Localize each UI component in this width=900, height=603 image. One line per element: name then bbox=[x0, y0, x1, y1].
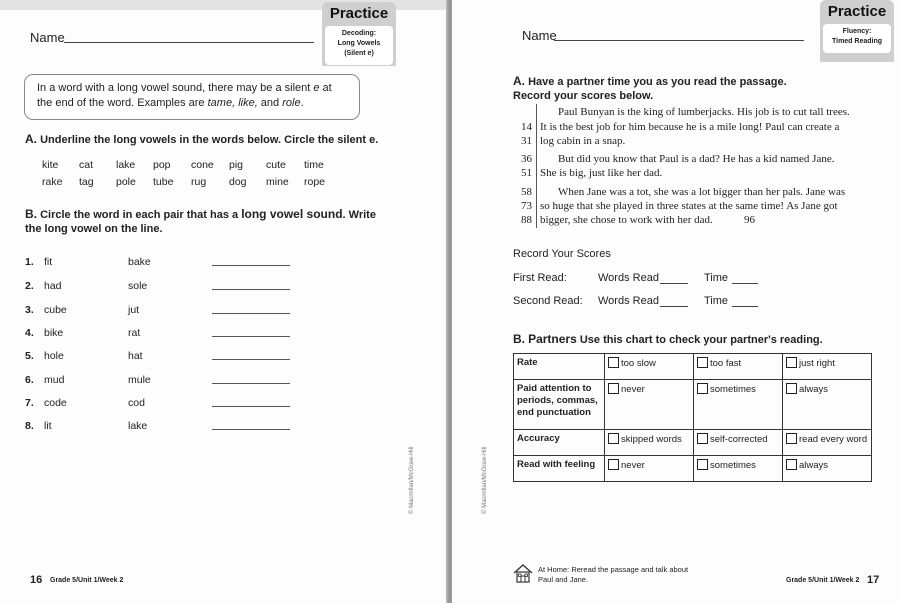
answer-line[interactable] bbox=[212, 336, 290, 337]
pair-number: 8. bbox=[25, 420, 34, 432]
checkbox[interactable] bbox=[786, 433, 797, 444]
grade-label: Grade 5/Unit 1/Week 2 bbox=[786, 577, 860, 584]
total-word-count: 96 bbox=[744, 214, 755, 226]
pair-word-a[interactable]: fit bbox=[44, 256, 53, 268]
pair-number: 1. bbox=[25, 256, 34, 268]
name-label: Name bbox=[30, 30, 65, 45]
pair-number: 4. bbox=[25, 327, 34, 339]
section-b-title: Partners bbox=[528, 332, 577, 346]
chart-option[interactable] bbox=[783, 380, 872, 430]
option-label: sometimes bbox=[710, 384, 756, 395]
pair-word-a[interactable]: cube bbox=[44, 304, 67, 316]
section-a-text: Underline the long vowels in the words below. Circle the silent e. bbox=[40, 134, 379, 146]
at-home-note: At Home: Reread the passage and talk about bbox=[538, 565, 689, 574]
pair-word-a[interactable]: bike bbox=[44, 327, 64, 339]
answer-line[interactable] bbox=[212, 289, 290, 290]
section-letter: B. bbox=[25, 207, 37, 221]
chart-row bbox=[514, 380, 872, 430]
grid-word[interactable]: dog bbox=[229, 176, 247, 188]
pair-word-b[interactable]: hat bbox=[128, 350, 143, 362]
answer-line[interactable] bbox=[212, 313, 290, 314]
word-count: 51 bbox=[521, 167, 532, 179]
skill-label bbox=[823, 24, 891, 53]
pair-word-b[interactable]: lake bbox=[128, 420, 148, 432]
checkbox[interactable] bbox=[608, 383, 619, 394]
section-b-text: Circle the word in each pair that has a bbox=[40, 209, 242, 221]
chart-option[interactable] bbox=[605, 380, 694, 430]
chart-option[interactable] bbox=[783, 354, 872, 380]
checkbox[interactable] bbox=[697, 357, 708, 368]
option-label: sometimes bbox=[710, 460, 756, 471]
pair-word-b[interactable]: jut bbox=[128, 304, 140, 316]
checkbox[interactable] bbox=[608, 357, 619, 368]
grid-word[interactable]: rug bbox=[191, 176, 207, 188]
copyright-notice: © Macmillan/McGraw-Hill bbox=[409, 446, 415, 514]
skill-line-2: Timed Reading bbox=[831, 38, 883, 45]
passage-line: Paul Bunyan is the king of lumberjacks. His job is to cut tall trees. bbox=[558, 106, 850, 118]
pair-word-a[interactable]: hole bbox=[44, 350, 64, 362]
option-label: never bbox=[621, 460, 645, 471]
checkbox[interactable] bbox=[786, 383, 797, 394]
callout-text: and bbox=[257, 97, 283, 109]
chart-row-label: Rate bbox=[514, 354, 605, 380]
second-time-input[interactable] bbox=[732, 306, 758, 307]
grid-word[interactable]: mine bbox=[266, 176, 289, 188]
option-label: just right bbox=[799, 358, 835, 369]
practice-tab bbox=[322, 2, 396, 66]
section-a-text: Record your scores below. bbox=[513, 90, 654, 102]
name-label: Name bbox=[522, 28, 557, 43]
chart-option[interactable] bbox=[605, 354, 694, 380]
chart-row-label: Paid attention to periods, commas, end punctuation bbox=[514, 380, 605, 430]
practice-title: Practice bbox=[329, 5, 389, 22]
section-a-heading bbox=[25, 132, 378, 147]
practice-title: Practice bbox=[827, 3, 887, 20]
passage-line: bigger, she chose to work with her dad. bbox=[540, 214, 713, 226]
pair-number: 5. bbox=[25, 350, 34, 362]
grid-word[interactable]: cute bbox=[266, 159, 286, 171]
checkbox[interactable] bbox=[697, 459, 708, 470]
checkbox[interactable] bbox=[608, 459, 619, 470]
option-label: read every word bbox=[799, 434, 868, 445]
grid-word[interactable]: pole bbox=[116, 176, 136, 188]
callout-text: In a word with a long vowel sound, there may be a silent bbox=[37, 82, 314, 94]
home-icon bbox=[512, 562, 534, 584]
grid-word[interactable]: rake bbox=[42, 176, 63, 188]
option-label: never bbox=[621, 384, 645, 395]
skill-line-2: Long Vowels bbox=[337, 40, 381, 47]
section-b-text: Use this chart to check your partner's reading. bbox=[579, 334, 823, 346]
section-letter: B. bbox=[513, 332, 525, 346]
grid-word[interactable]: lake bbox=[116, 159, 136, 171]
rule-callout bbox=[24, 74, 360, 120]
chart-row-label: Read with feeling bbox=[514, 456, 605, 482]
skill-line-1: Fluency: bbox=[842, 28, 872, 35]
grid-word[interactable]: rope bbox=[304, 176, 326, 188]
section-b-emphasis: long vowel sound bbox=[241, 207, 343, 221]
chart-row bbox=[514, 430, 872, 456]
word-count: 14 bbox=[521, 121, 532, 133]
passage-divider bbox=[536, 104, 537, 228]
callout-text: at the end of the word. Examples are bbox=[37, 82, 332, 109]
passage-line: log cabin in a snap. bbox=[540, 135, 626, 147]
answer-line[interactable] bbox=[212, 359, 290, 360]
section-b-text: the long vowel on the line. bbox=[25, 223, 163, 235]
passage-line: It is the best job for him because he is a mile long! Paul can create a bbox=[540, 121, 840, 133]
copyright-notice: © Macmillan/McGraw-Hill bbox=[482, 446, 488, 514]
answer-line[interactable] bbox=[212, 406, 290, 407]
pair-word-a[interactable]: mud bbox=[44, 374, 65, 386]
chart-option[interactable] bbox=[694, 456, 783, 482]
words-read-label: Words Read bbox=[598, 295, 659, 307]
passage-line: When Jane was a tot, she was a lot bigger than her pals. Jane was bbox=[558, 186, 846, 198]
checkbox[interactable] bbox=[786, 459, 797, 470]
section-a-text: Have a partner time you as you read the passage. bbox=[528, 76, 787, 88]
first-read-label: First Read: bbox=[513, 272, 567, 284]
pair-word-a[interactable]: lit bbox=[44, 420, 52, 432]
pair-number: 6. bbox=[25, 374, 34, 386]
time-label: Time bbox=[704, 295, 729, 307]
word-count: 36 bbox=[521, 153, 532, 165]
grid-word[interactable]: cat bbox=[79, 159, 94, 171]
checkbox[interactable] bbox=[608, 433, 619, 444]
chart-option[interactable] bbox=[783, 430, 872, 456]
option-label: always bbox=[799, 384, 829, 395]
answer-line[interactable] bbox=[212, 383, 290, 384]
word-count: 88 bbox=[521, 214, 532, 226]
partner-chart bbox=[513, 353, 872, 482]
passage-line: But did you know that Paul is a dad? He has a kid named Jane. bbox=[558, 153, 835, 165]
page-number: 17 bbox=[867, 574, 880, 586]
section-a-heading bbox=[513, 74, 787, 103]
grade-label: Grade 5/Unit 1/Week 2 bbox=[50, 577, 124, 584]
skill-line-3: (Silent e) bbox=[344, 50, 374, 57]
pair-word-a[interactable]: code bbox=[44, 397, 67, 409]
scores-title: Record Your Scores bbox=[513, 248, 611, 260]
pair-number: 2. bbox=[25, 280, 34, 292]
option-label: skipped words bbox=[621, 434, 682, 445]
section-letter: A. bbox=[25, 132, 37, 146]
option-label: self-corrected bbox=[710, 434, 768, 445]
chart-option[interactable] bbox=[605, 430, 694, 456]
pair-number: 3. bbox=[25, 304, 34, 316]
word-count: 31 bbox=[521, 135, 532, 147]
first-words-read-input[interactable] bbox=[660, 283, 688, 284]
first-time-input[interactable] bbox=[732, 283, 758, 284]
chart-option[interactable] bbox=[694, 430, 783, 456]
chart-row-label: Accuracy bbox=[514, 430, 605, 456]
chart-row bbox=[514, 456, 872, 482]
pair-number: 7. bbox=[25, 397, 34, 409]
passage-line: so huge that she played in three states at the same time! As Jane got bbox=[540, 200, 838, 212]
option-label: always bbox=[799, 460, 829, 471]
skill-label bbox=[325, 26, 393, 65]
pair-word-a[interactable]: had bbox=[44, 280, 62, 292]
time-label: Time bbox=[704, 272, 729, 284]
right-page bbox=[452, 0, 900, 603]
skill-line-1: Decoding: bbox=[341, 30, 377, 37]
second-read-label: Second Read: bbox=[513, 295, 583, 307]
grid-word[interactable]: kite bbox=[42, 159, 59, 171]
at-home-note: Paul and Jane. bbox=[538, 575, 589, 584]
chart-option[interactable] bbox=[605, 456, 694, 482]
checkbox[interactable] bbox=[697, 383, 708, 394]
chart-option[interactable] bbox=[783, 456, 872, 482]
name-input-line[interactable] bbox=[64, 42, 314, 43]
words-read-label: Words Read bbox=[598, 272, 659, 284]
pair-word-b[interactable]: mule bbox=[128, 374, 151, 386]
passage-line: She is big, just like her dad. bbox=[540, 167, 663, 179]
page-number: 16 bbox=[30, 574, 43, 586]
pair-word-b[interactable]: bake bbox=[128, 256, 151, 268]
section-letter: A. bbox=[513, 74, 525, 88]
section-b-heading bbox=[513, 332, 823, 347]
practice-tab bbox=[820, 0, 894, 62]
option-label: too slow bbox=[621, 358, 656, 369]
pair-word-b[interactable]: sole bbox=[128, 280, 148, 292]
checkbox[interactable] bbox=[697, 433, 708, 444]
callout-example: role bbox=[282, 97, 301, 109]
grid-word[interactable]: tube bbox=[153, 176, 174, 188]
checkbox[interactable] bbox=[786, 357, 797, 368]
pair-word-b[interactable]: cod bbox=[128, 397, 145, 409]
chart-option[interactable] bbox=[694, 354, 783, 380]
grid-word[interactable]: time bbox=[304, 159, 324, 171]
callout-example: tame, bbox=[207, 97, 236, 109]
option-label: too fast bbox=[710, 358, 742, 369]
word-count: 73 bbox=[521, 200, 532, 212]
name-input-line[interactable] bbox=[554, 40, 804, 41]
grid-word[interactable]: cone bbox=[191, 159, 214, 171]
callout-text: . bbox=[300, 97, 304, 109]
pair-word-b[interactable]: rat bbox=[128, 327, 141, 339]
grid-word[interactable]: pop bbox=[153, 159, 171, 171]
chart-option[interactable] bbox=[694, 380, 783, 430]
callout-e: e bbox=[313, 82, 320, 94]
left-page bbox=[0, 0, 448, 603]
section-b-heading bbox=[25, 207, 385, 236]
answer-line[interactable] bbox=[212, 265, 290, 266]
second-words-read-input[interactable] bbox=[660, 306, 688, 307]
grid-word[interactable]: pig bbox=[229, 159, 244, 171]
grid-word[interactable]: tag bbox=[79, 176, 94, 188]
chart-row bbox=[514, 354, 872, 380]
answer-line[interactable] bbox=[212, 429, 290, 430]
callout-example: like, bbox=[238, 97, 258, 109]
word-count: 58 bbox=[521, 186, 532, 198]
section-b-text: . Write bbox=[342, 209, 376, 221]
